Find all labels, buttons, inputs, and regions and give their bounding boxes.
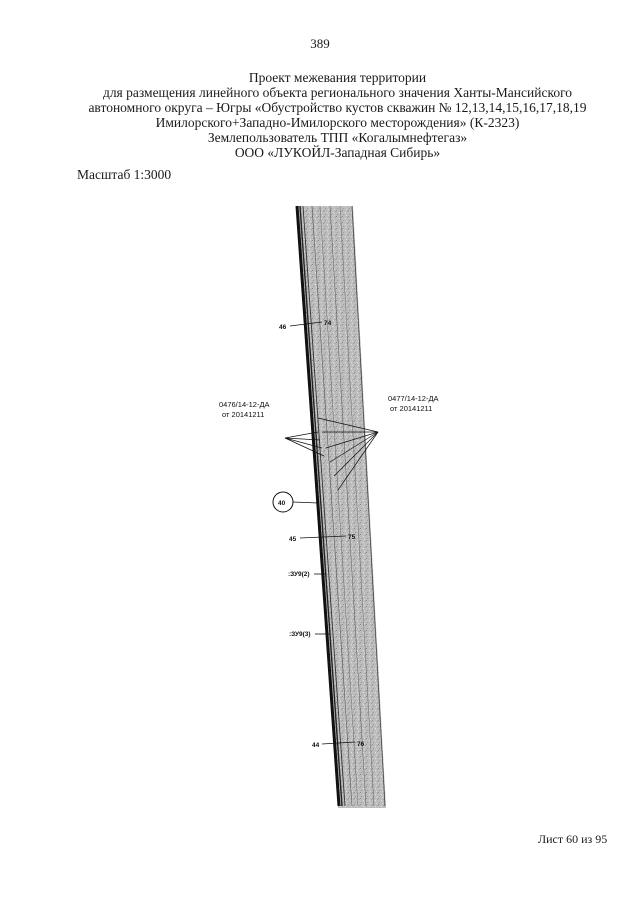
title-line-5: Землепользователь ТПП «Когалымнефтегаз» [207, 130, 468, 145]
left-doc-date: от 20141211 [222, 410, 265, 419]
title-line-1: Проект межевания территории [248, 70, 427, 85]
sheet-number: Лист 60 из 95 [538, 832, 608, 846]
left-doc-number: 0476/14-12-ДА [219, 400, 270, 409]
point-label-74: 74 [324, 320, 332, 327]
title-line-6: ООО «ЛУКОЙЛ-Западная Сибирь» [234, 145, 441, 160]
right-doc-date: от 20141211 [390, 404, 433, 413]
section-circle-label: 40 [278, 500, 286, 507]
point-label-76: 76 [357, 741, 365, 748]
point-label-44: 44 [312, 742, 320, 749]
parcel-label-zu9-3: :ЗУ9(3) [289, 631, 311, 638]
title-line-2: для размещения линейного объекта регионального значения Ханты-Мансийского [102, 85, 573, 100]
circle-leader [293, 502, 318, 503]
point-label-45: 45 [289, 536, 297, 543]
map-scale: Масштаб 1:3000 [77, 167, 172, 182]
right-doc-number: 0477/14-12-ДА [388, 394, 439, 403]
point-label-75: 75 [348, 534, 356, 541]
point-label-46: 46 [279, 324, 287, 331]
title-line-4: Имилорского+Западно-Имилорского месторождения» (К-2323) [155, 115, 520, 130]
parcel-label-zu9-2: :ЗУ9(2) [288, 571, 310, 578]
title-line-3: автономного округа – Югры «Обустройство кустов скважин № 12,13,14,15,16,17,18,19 [88, 100, 587, 115]
page-number: 389 [310, 36, 330, 51]
